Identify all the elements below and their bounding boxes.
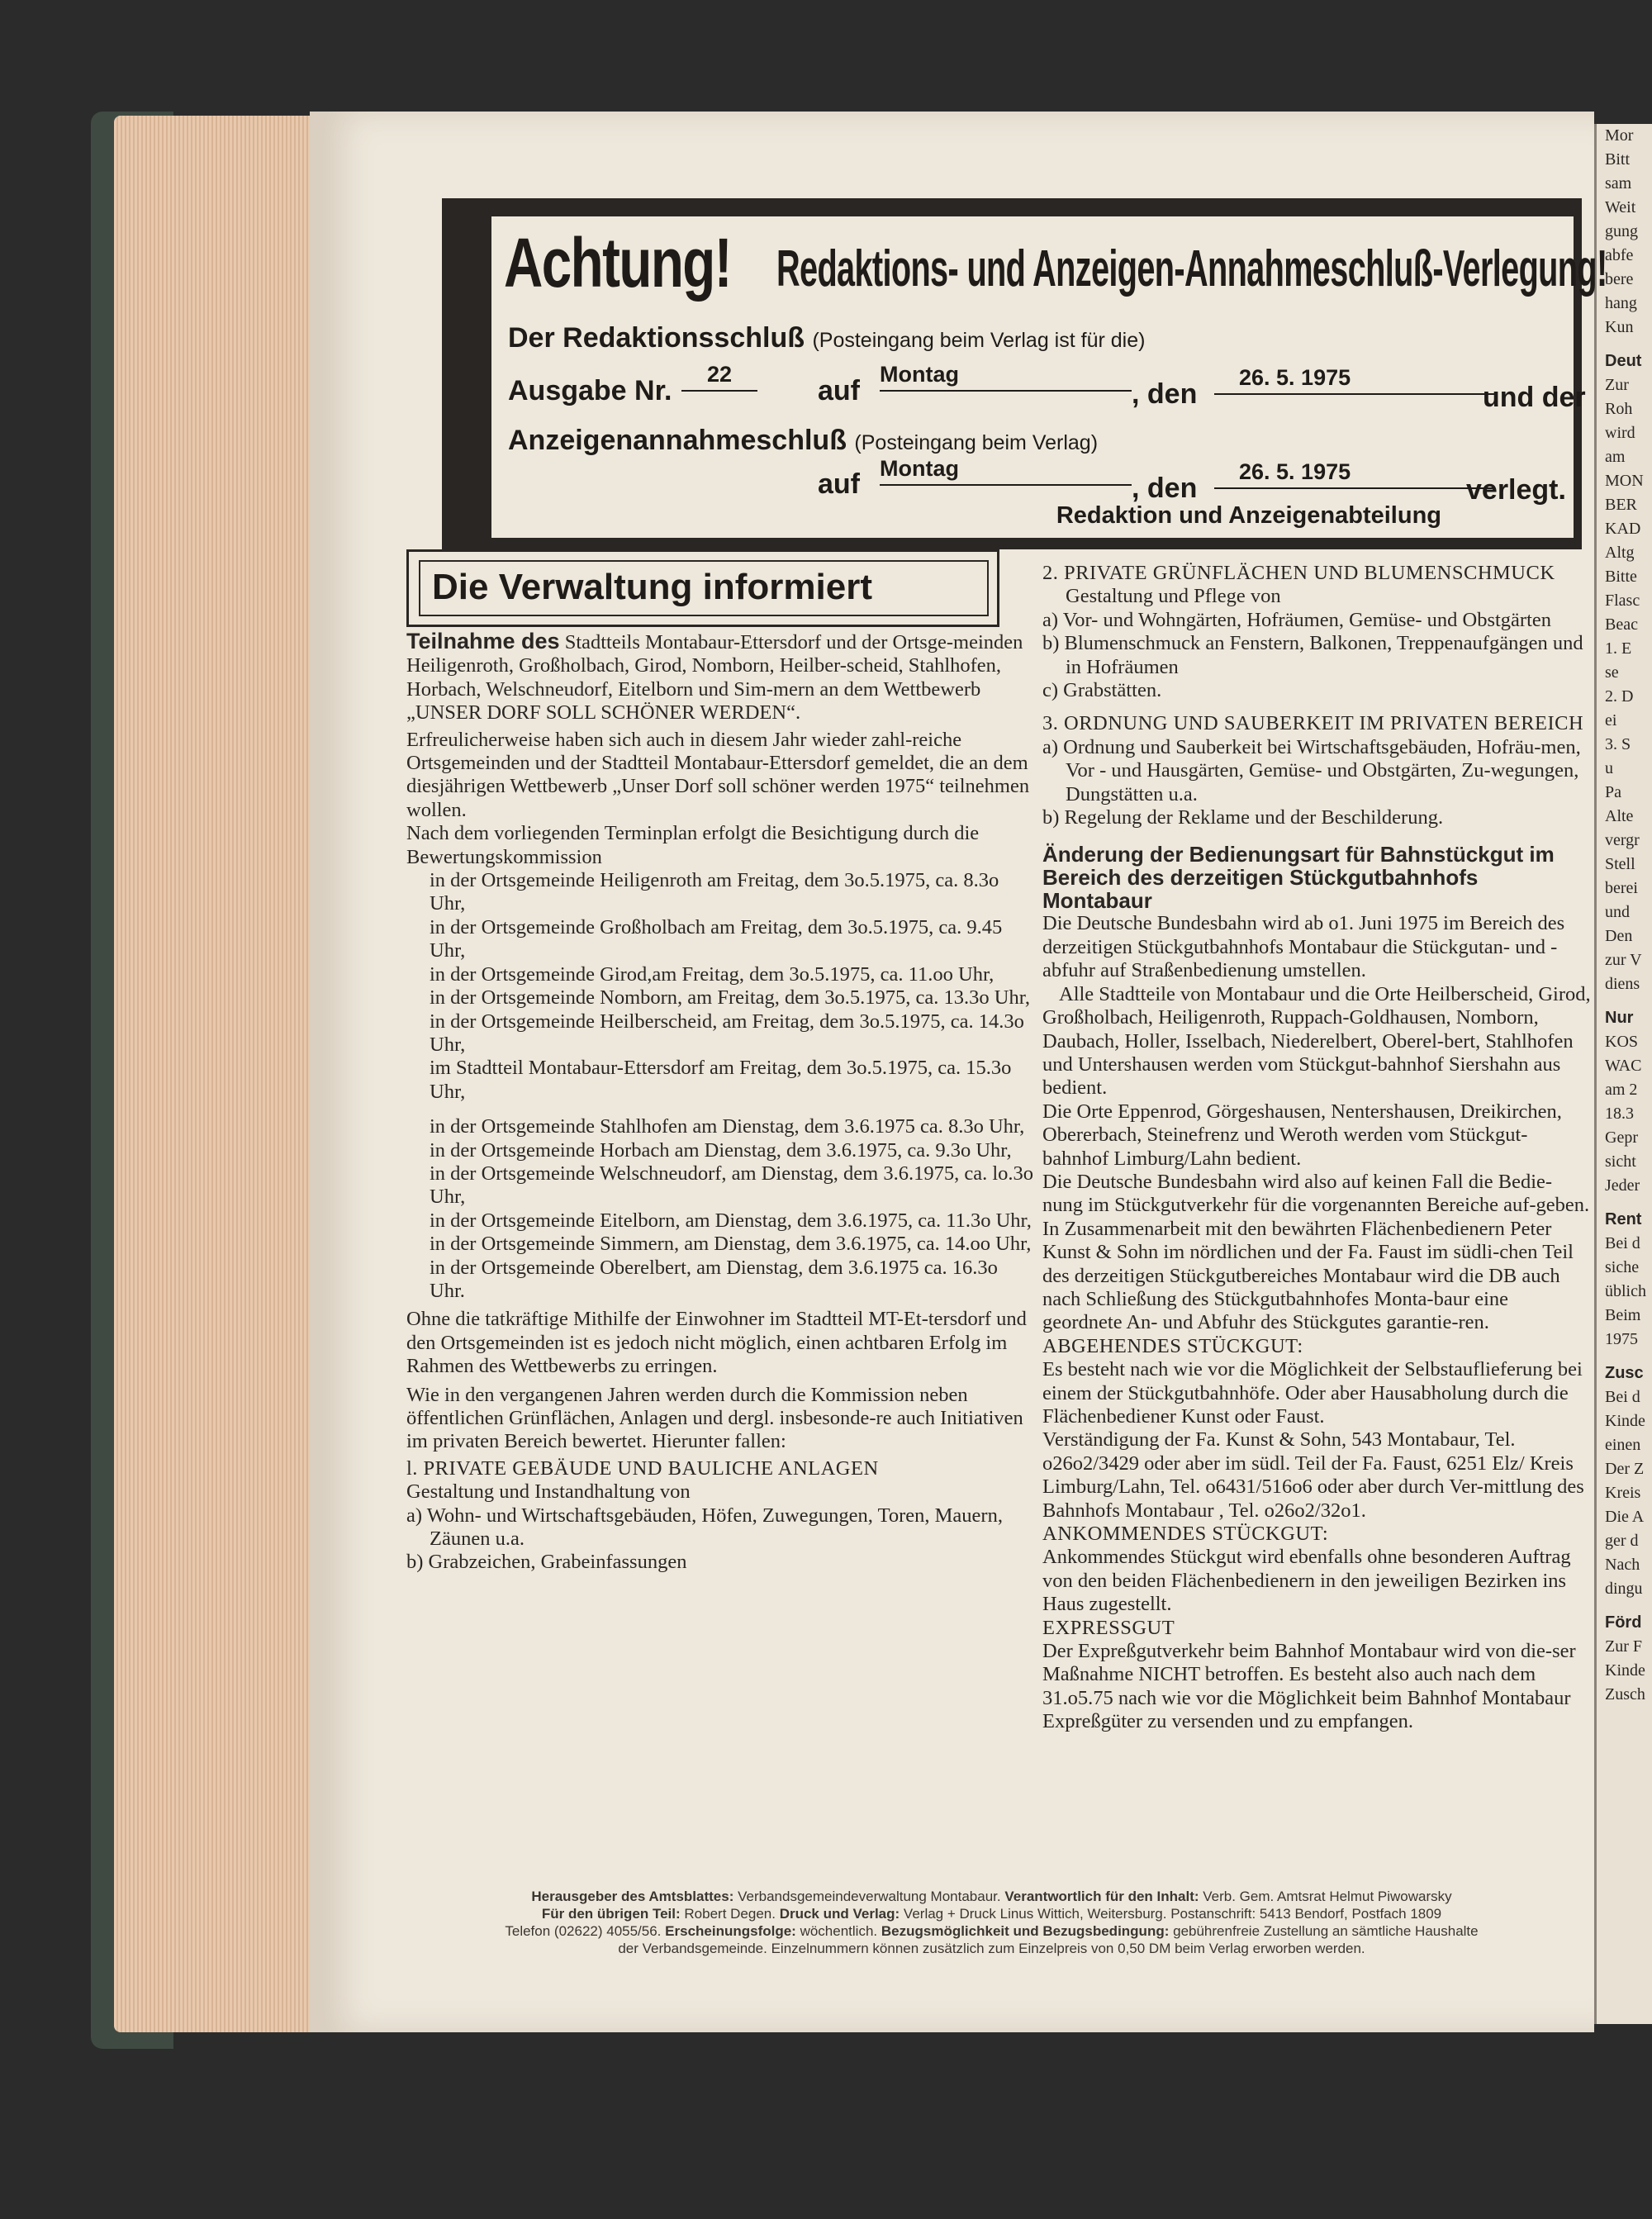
schedule-item: in der Ortsgemeinde Großholbach am Freitag, dem 3o.5.1975, ca. 9.45 Uhr, [430,915,1003,962]
next-line: Kinde [1605,1412,1645,1430]
next-line: hang [1605,294,1637,312]
weekday-field: Montag [880,362,1132,392]
next-line: BER [1605,496,1637,514]
next-line: 1975 [1605,1330,1638,1348]
section-2-subtitle: Gestaltung und Pflege von [1066,585,1281,608]
next-line: sam [1605,174,1632,192]
imprint-line-1 [395,1888,1588,1905]
intro-runin: Teilnahme des [406,629,560,653]
intro-paragraph [406,630,1034,725]
next-line: KAD [1605,520,1641,538]
schedule-item: in der Ortsgemeinde Nomborn, am Freitag, dem 3o.5.1975, ca. 13.3o Uhr, [430,986,1031,1010]
ankommendes-heading: ANKOMMENDES STÜCKGUT: [1042,1523,1329,1546]
imprint-line-3 [395,1922,1588,1940]
next-line: Bei d [1605,1388,1640,1406]
next-line: vergr [1605,831,1640,849]
schedule-item: in der Ortsgemeinde Horbach am Dienstag, dem 3.6.1975, ca. 9.3o Uhr, [430,1138,1012,1162]
section-3-item-a: a) Ordnung und Sauberkeit bei Wirtschaftsgebäuden, Hofräu-men, Vor - und Hausgärten, Gemüse- und Obstgärten, Zu-wegungen, Dungstätten u.a. [1042,735,1581,805]
schedule-item: in der Ortsgemeinde Oberelbert, am Dienstag, dem 3.6.1975 ca. 16.3o Uhr. [430,1256,998,1302]
next-line: KOS [1605,1033,1639,1051]
next-line: 18.3 [1605,1105,1634,1123]
posteingang-note: (Posteingang beim Verlag ist für die) [812,329,1146,352]
next-line: Altg [1605,544,1635,562]
next-line: 1. E [1605,639,1632,658]
anzeigenannahmeschluss-label: Anzeigenannahmeschluß [508,425,847,456]
abgehendes-heading: ABGEHENDES STÜCKGUT: [1042,1334,1303,1357]
next-line: Den [1605,927,1633,945]
article-paragraph-4: Die Deutsche Bundesbahn wird also auf keinen Fall die Bedie-nung im Stückgutverkehr für die vorgenannten Bereiche auf-geben. In Zusammenarbeit mit den bewährten Flächenbedienern Peter Kunst & Sohn im nördlichen und der Fa. Faust im südli-chen Teil des derzeitigen Stückgutbereiches Montabaur wird die DB auch nach Schließung des Stückgutbahnhofes Monta-baur eine geordnete An- und Abfuhr des Stückgutes garantie-ren. [1042,1170,1590,1334]
next-line: sicht [1605,1152,1636,1171]
schedule-item: in der Ortsgemeinde Eitelborn, am Dienstag, dem 3.6.1975, ca. 11.3o Uhr, [430,1209,1032,1232]
imprint-text: Robert Degen. [684,1906,776,1922]
weekday-field-2: Montag [880,456,1132,486]
next-line: üblich [1605,1282,1646,1300]
notice-line-3 [508,425,1098,457]
posteingang-note-2: (Posteingang beim Verlag) [854,431,1099,454]
headline-title: Die Verwaltung informiert [419,560,989,616]
section-1-subtitle: Gestaltung und Instandhaltung von [406,1480,691,1504]
article-paragraph-3: Die Orte Eppenrod, Görgeshausen, Nentershausen, Dreikirchen, Obererbach, Steinefrenz und Weroth werden vom Stückgut-bahnhof Limburg/Lahn bedient. [1042,1100,1562,1170]
notice-signature: Redaktion und Anzeigenabteilung [1056,502,1441,529]
headline-box [406,549,999,627]
article-heading: Änderung der Bedienungsart für Bahnstückgut im Bereich des derzeitigen Stückgutbahnhofs Montabaur [1042,842,1555,914]
section-1-item-a: a) Wohn- und Wirtschaftsgebäuden, Höfen, Zuwegungen, Toren, Mauern, Zäunen u.a. [406,1504,1003,1551]
paragraph-3: Nach dem vorliegenden Terminplan erfolgt die Besichtigung durch die Bewertungskommission [406,822,980,868]
next-page-sliver [1594,124,1652,2024]
next-line: Bei d [1605,1234,1640,1252]
section-2-item-a: a) Vor- und Wohngärten, Hofräumen, Gemüse- und Obstgärten [1042,608,1552,631]
imprint-label: Erscheinungsfolge: [665,1923,796,1939]
imprint [395,1888,1588,1957]
next-line: Gepr [1605,1129,1638,1147]
schedule-item: in der Ortsgemeinde Stahlhofen am Dienstag, dem 3.6.1975 ca. 8.3o Uhr, [430,1115,1025,1138]
next-line: Weit [1605,198,1636,216]
imprint-line-2 [395,1905,1588,1922]
imprint-text: wöchentlich. [800,1923,878,1939]
page-edges [114,116,320,2032]
next-line: gung [1605,222,1638,240]
date-field-2: 26. 5. 1975 [1214,459,1495,489]
section-2-item-b: b) Blumenschmuck an Fenstern, Balkonen, Treppenaufgängen und in Hofräumen [1042,632,1583,678]
expressgut-paragraph: Der Expreßgutverkehr beim Bahnhof Montabaur wird von die-ser Maßnahme NICHT betroffen. Es besteht also auch nach dem 31.o5.75 nach wie vor die Möglichkeit beim Bahnhof Montabaur Expreßgüter zu versenden und zu empfangen. [1042,1640,1576,1733]
redaktionsschluss-label: Der Redaktionsschluß [508,322,805,354]
paragraph-4: Ohne die tatkräftige Mithilfe der Einwohner im Stadtteil MT-Et-tersdorf und den Ortsgemeinden ist es jedoch nicht möglich, einen achtbaren Erfolg im Rahmen des Wettbewerbs zu erringen. [406,1308,1027,1378]
next-line: wird [1605,424,1635,442]
next-line: am [1605,448,1626,466]
article-paragraph-1: Die Deutsche Bundesbahn wird ab o1. Juni 1975 im Bereich des derzeitigen Stückgutbahnhofs Montabaur die Stückgutan- und -abfuhr auf Straßenbedienung umstellen. [1042,912,1565,982]
imprint-label: Verantwortlich für den Inhalt: [1004,1889,1199,1904]
next-line: abfe [1605,246,1634,264]
next-line: berei [1605,879,1638,897]
intro-text: Stadtteils Montabaur-Ettersdorf und der Ortsge-meinden Heiligenroth, Großholbach, Girod, Nomborn, Heilber-scheid, Stahlhofen, Horbach, Welschneudorf, Eitelborn und Sim-mern an dem Wettbewerb „UNSER DORF SOLL SCHÖNER WERDEN“. [406,631,1023,725]
next-line: Zur [1605,376,1629,394]
left-column [406,630,1034,1575]
next-line: Pa [1605,783,1621,801]
next-line: Die A [1605,1508,1645,1526]
expressgut-heading: EXPRESSGUT [1042,1616,1175,1639]
next-line: ger d [1605,1532,1639,1550]
next-line: Kinde [1605,1661,1645,1680]
ausgabe-label: Ausgabe Nr. [508,375,672,406]
next-line: Mor [1605,126,1634,145]
section-2-item-c: c) Grabstätten. [1042,679,1162,702]
next-line: bere [1605,270,1634,288]
schedule-item: in der Ortsgemeinde Welschneudorf, am Dienstag, dem 3.6.1975, ca. lo.3o Uhr, [430,1162,1034,1209]
deadline-notice-box [442,198,1607,549]
den-label-2: , den [1132,473,1198,504]
section-3-item-b: b) Regelung der Reklame und der Beschilderung. [1042,806,1444,829]
section-1-title: l. PRIVATE GEBÄUDE UND BAULICHE ANLAGEN [406,1456,879,1480]
paragraph-2: Erfreulicherweise haben sich auch in diesem Jahr wieder zahl-reiche Ortsgemeinden und der Stadtteil Montabaur-Ettersdorf gemeldet, die an dem diesjährigen Wettbewerb „Unser Dorf soll schöner werden 1975“ teilnehmen wollen. [406,728,1030,821]
article-paragraph-2: Alle Stadtteile von Montabaur und die Orte Heilberscheid, Girod, Großholbach, Heiligenroth, Ruppach-Goldhausen, Nomborn, Daubach, Holler, Isselbach, Niederelbert, Oberel-bert, Stahlhofen und Untershausen werden vom Stückgut-bahnhof Siershahn aus bedient. [1042,982,1591,1100]
next-heading: Förd [1605,1613,1642,1632]
imprint-text: Verb. Gem. Amtsrat Helmut Piwowarsky [1203,1889,1452,1904]
next-heading: Rent [1605,1210,1642,1228]
schedule-item: in der Ortsgemeinde Simmern, am Dienstag, dem 3.6.1975, ca. 14.oo Uhr, [430,1233,1032,1256]
next-line: u [1605,759,1613,777]
next-line: siche [1605,1258,1640,1276]
abgehendes-paragraph-2: Verständigung der Fa. Kunst & Sohn, 543 Montabaur, Tel. o26o2/3429 oder aber im südl. Teil der Fa. Faust, 6251 Elz/ Kreis Limburg/Lahn, Tel. o6431/516o6 oder aber durch Ver-mittlung des Bahnhofs Montabaur , Tel. o26o2/32o1. [1042,1428,1584,1522]
next-line: Alte [1605,807,1634,825]
imprint-label: Druck und Verlag: [779,1906,900,1922]
und-der-label: und der [1483,382,1586,413]
next-line: Flasc [1605,592,1640,610]
verlegt-label: verlegt. [1466,474,1566,506]
next-line: Roh [1605,400,1633,418]
imprint-line-4: der Verbandsgemeinde. Einzelnummern können zusätzlich zum Einzelpreis von 0,50 DM beim Verlag erworben werden. [618,1941,1365,1956]
notice-line-1 [508,322,1145,354]
next-line: se [1605,663,1619,682]
next-line: einen [1605,1436,1641,1454]
next-line: Jeder [1605,1176,1640,1195]
next-line: Kreis [1605,1484,1641,1502]
next-heading: Zusc [1605,1364,1644,1382]
next-line: Stell [1605,855,1635,873]
section-1-item-b: b) Grabzeichen, Grabeinfassungen [406,1551,687,1574]
ankommendes-paragraph: Ankommendes Stückgut wird ebenfalls ohne besonderen Auftrag von den beiden Flächenbedienern in den jeweiligen Bezirken ins Haus zugestellt. [1042,1546,1571,1616]
next-line: Beac [1605,615,1638,634]
imprint-text: gebührenfreie Zustellung an sämtliche Haushalte [1173,1923,1479,1939]
imprint-label: Für den übrigen Teil: [541,1906,681,1922]
next-line: Zusch [1605,1685,1645,1703]
date-field: 26. 5. 1975 [1214,365,1495,395]
auf-label-2: auf [818,468,860,500]
schedule-item: im Stadtteil Montabaur-Ettersdorf am Freitag, dem 3o.5.1975, ca. 15.3o Uhr, [430,1057,1012,1103]
imprint-label: Bezugsmöglichkeit und Bezugsbedingung: [881,1923,1170,1939]
section-3-title: 3. ORDNUNG UND SAUBERKEIT IM PRIVATEN BEREICH [1042,712,1584,735]
auf-label: auf [818,375,860,406]
notice-title-achtung: Achtung! [504,224,732,302]
next-line: ei [1605,711,1617,729]
paragraph-5: Wie in den vergangenen Jahren werden durch die Kommission neben öffentlichen Grünflächen, Anlagen und dergl. insbesonde-re auch Initiativen im privaten Bereich bewertet. Hierunter fallen: [406,1383,1023,1453]
right-column [1042,562,1592,1734]
imprint-text: Verlag + Druck Linus Wittich, Weitersburg. Postanschrift: 5413 Bendorf, Postfach 1809 [903,1906,1442,1922]
next-line: Bitt [1605,150,1631,169]
schedule-item: in der Ortsgemeinde Heiligenroth am Freitag, dem 3o.5.1975, ca. 8.3o Uhr, [430,869,999,915]
spacer [406,1104,1034,1115]
abgehendes-paragraph-1: Es besteht nach wie vor die Möglichkeit der Selbstauflieferung bei einem der Stückgutbahnhöfe. Oder aber Hausabholung durch die Flächenbediener Kunst oder Faust. [1042,1358,1583,1428]
next-line: Der Z [1605,1460,1645,1478]
next-line: Beim [1605,1306,1641,1324]
den-label: , den [1132,378,1198,410]
next-line: WAC [1605,1057,1642,1075]
imprint-text: Telefon (02622) 4055/56. [505,1923,662,1939]
notice-title [504,223,1607,303]
notice-title-rest: Redaktions- und Anzeigen-Annahmeschluß-Verlegung! [776,240,1607,297]
next-line: diens [1605,975,1640,993]
deadline-notice-inner [491,216,1607,538]
ausgabe-number: 22 [681,362,757,392]
next-line: 2. D [1605,687,1634,706]
next-heading: Deut [1605,352,1642,370]
section-2-title: 2. PRIVATE GRÜNFLÄCHEN UND BLUMENSCHMUCK [1042,562,1555,584]
next-line: dingu [1605,1580,1643,1598]
next-heading: Nur [1605,1009,1634,1027]
next-line: Kun [1605,318,1634,336]
schedule-item: in der Ortsgemeinde Heilberscheid, am Freitag, dem 3o.5.1975, ca. 14.3o Uhr, [430,1010,1024,1056]
next-line: am 2 [1605,1081,1638,1099]
next-line: MON [1605,472,1644,490]
schedule-item: in der Ortsgemeinde Girod,am Freitag, dem 3o.5.1975, ca. 11.oo Uhr, [430,962,995,986]
next-line: Zur F [1605,1637,1642,1656]
next-line: Nach [1605,1556,1640,1574]
next-line: 3. S [1605,735,1631,753]
next-line: und [1605,903,1630,921]
next-line: zur V [1605,951,1642,969]
imprint-text: Verbandsgemeindeverwaltung Montabaur. [738,1889,1001,1904]
next-line: Bitte [1605,568,1637,586]
imprint-label: Herausgeber des Amtsblattes: [531,1889,734,1904]
